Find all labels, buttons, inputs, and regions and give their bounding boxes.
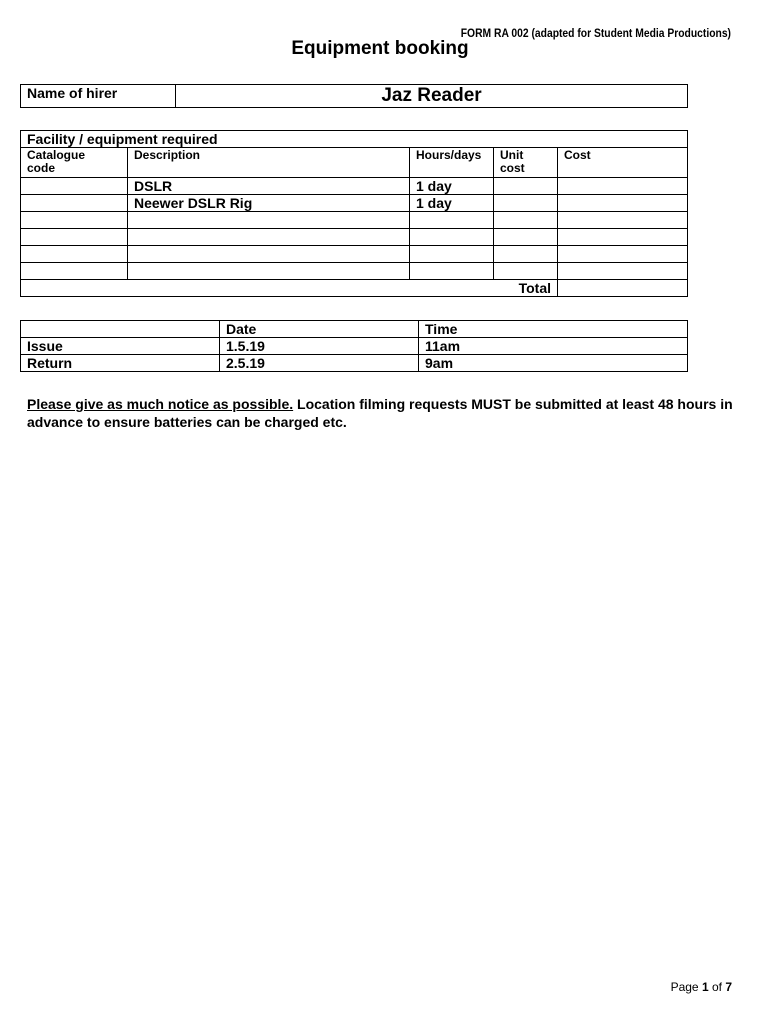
col-header-catalogue-code: Catalogue code [21,148,128,178]
col-header-date: Date [220,321,419,338]
catalogue-code-cell[interactable] [21,178,128,195]
catalogue-code-cell[interactable] [21,195,128,212]
notice-body: Location filming requests MUST be submitted at least 48 hours in advance to ensure batteries can be charged etc. [27,396,733,430]
description-cell[interactable] [128,212,410,229]
table-row [21,338,688,355]
table-row [21,212,688,229]
table-row [21,246,688,263]
col-header-unit-cost: Unit cost [494,148,558,178]
unit-cost-cell[interactable] [494,212,558,229]
cost-cell[interactable] [558,195,688,212]
unit-cost-cell[interactable] [494,229,558,246]
hirer-table [20,84,688,108]
issue-date-field[interactable]: 1.5.19 [220,338,419,355]
hours-days-cell[interactable]: 1 day [410,195,494,212]
total-row [21,280,688,297]
table-row [21,355,688,372]
unit-cost-cell[interactable] [494,246,558,263]
issue-time-field[interactable]: 11am [419,338,688,355]
page-number: Page 1 of 7 [670,980,732,994]
table-row [21,195,688,212]
description-cell[interactable] [128,263,410,280]
catalogue-code-cell[interactable] [21,246,128,263]
notice-text [27,395,747,431]
total-cost-cell[interactable] [558,280,688,297]
unit-cost-cell[interactable] [494,263,558,280]
col-header-hours-days: Hours/days [410,148,494,178]
catalogue-code-cell[interactable] [21,229,128,246]
table-row [21,229,688,246]
cost-cell[interactable] [558,229,688,246]
unit-cost-cell[interactable] [494,195,558,212]
table-row [21,263,688,280]
hours-days-cell[interactable] [410,229,494,246]
equipment-table [20,130,688,297]
form-reference: FORM RA 002 (adapted for Student Media Productions) [460,26,731,40]
col-header-time: Time [419,321,688,338]
hirer-name-field[interactable]: Jaz Reader [176,85,688,108]
hours-days-cell[interactable] [410,263,494,280]
description-cell[interactable]: DSLR [128,178,410,195]
description-cell[interactable] [128,246,410,263]
cost-cell[interactable] [558,263,688,280]
table-row [21,178,688,195]
hours-days-cell[interactable]: 1 day [410,178,494,195]
page-title: Equipment booking [291,38,469,59]
catalogue-code-cell[interactable] [21,212,128,229]
hours-days-cell[interactable] [410,212,494,229]
issue-label: Issue [21,338,220,355]
notice-emphasis: Please give as much notice as possible. [27,396,294,412]
col-header-cost: Cost [558,148,688,178]
return-time-field[interactable]: 9am [419,355,688,372]
issue-return-table [20,320,688,372]
hours-days-cell[interactable] [410,246,494,263]
equipment-section-title: Facility / equipment required [21,131,688,148]
return-date-field[interactable]: 2.5.19 [220,355,419,372]
cost-cell[interactable] [558,212,688,229]
schedule-corner-cell [21,321,220,338]
total-label: Total [21,280,558,297]
description-cell[interactable]: Neewer DSLR Rig [128,195,410,212]
col-header-description: Description [128,148,410,178]
catalogue-code-cell[interactable] [21,263,128,280]
cost-cell[interactable] [558,178,688,195]
hirer-label: Name of hirer [21,85,176,108]
unit-cost-cell[interactable] [494,178,558,195]
description-cell[interactable] [128,229,410,246]
return-label: Return [21,355,220,372]
cost-cell[interactable] [558,246,688,263]
